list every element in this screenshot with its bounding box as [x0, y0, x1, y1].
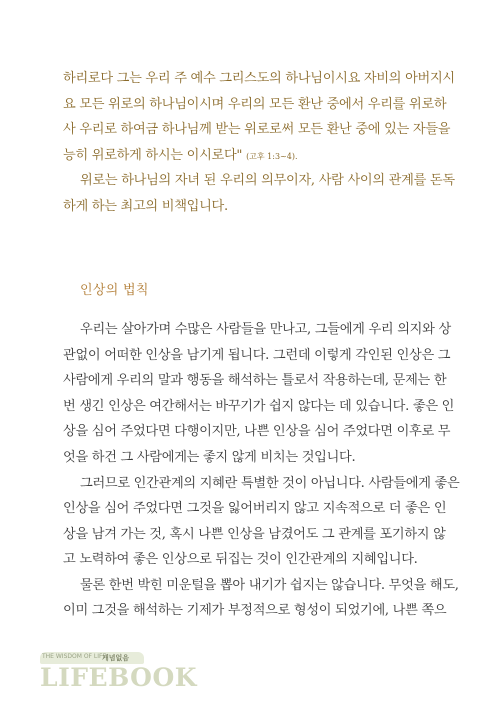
section-heading: 인상의 법칙 — [80, 283, 149, 298]
intro-line: 위로는 하나님의 자녀 된 우리의 의무이자, 사람 사이의 관계를 돈독 — [80, 173, 455, 188]
quote-line: 요 모든 위로의 하나님이시며 우리의 모든 환난 중에서 우리를 위로하 — [63, 97, 447, 112]
body-line: 우리는 살아가며 수많은 사람들을 만나고, 그들에게 우리 의지와 상 — [80, 322, 451, 337]
body-line: 번 생긴 인상은 여간해서는 바꾸기가 쉽지 않다는 데 있습니다. 좋은 인 — [63, 399, 455, 414]
logo-wordmark: LIFEBOOK — [40, 663, 197, 692]
body-line: 고 노력하여 좋은 인상으로 뒤집는 것이 인간관계의 지혜입니다. — [63, 552, 418, 567]
quote-line — [63, 147, 443, 166]
logo-tagline: THE WISDOM OF LIFE — [42, 653, 107, 660]
body-line: 관없이 어떠한 인상을 남기게 됩니다. 그런데 이렇게 각인된 인상은 그 — [63, 348, 451, 363]
lifebook-logo — [40, 652, 197, 698]
body-line: 상을 심어 주었다면 다행이지만, 나쁜 인상을 심어 주었다면 이후로 무 — [63, 424, 451, 439]
body-line: 상을 남겨 가는 것, 혹시 나쁜 인상을 남겼어도 그 관계를 포기하지 않 — [63, 527, 446, 542]
body-line: 사람에게 우리의 말과 행동을 해석하는 틀로서 작용하는데, 문제는 한 — [63, 373, 447, 388]
body-line: 그러므로 인간관계의 지혜란 특별한 것이 아닙니다. 사람들에게 좋은 — [80, 476, 460, 491]
quote-line: 사 우리로 하여금 하나님께 받는 위로로써 모든 환난 중에 있는 자들을 — [63, 122, 451, 137]
body-line: 이미 그것을 해석하는 기제가 부정적으로 형성이 되었기에, 나쁜 쪽으 — [63, 603, 447, 618]
logo-tagline-korean: 개념없음 — [102, 654, 130, 662]
body-line: 엇을 하건 그 사람에게는 좋지 않게 비치는 것입니다. — [63, 450, 356, 465]
bible-reference: (고후 1:3~4). — [246, 152, 298, 161]
body-line: 인상을 심어 주었다면 그것을 잃어버리지 않고 지속적으로 더 좋은 인 — [63, 501, 447, 516]
body-line: 물론 한번 박힌 미운털을 뽑아 내기가 쉽지는 않습니다. 무엇을 해도, — [80, 578, 459, 593]
intro-line: 하게 하는 최고의 비책입니다. — [63, 199, 228, 214]
quote-last-text: 능히 위로하게 하시는 이시로다" — [63, 148, 243, 163]
quote-line: 하리로다 그는 우리 주 예수 그리스도의 하나님이시요 자비의 아버지시 — [63, 71, 455, 86]
